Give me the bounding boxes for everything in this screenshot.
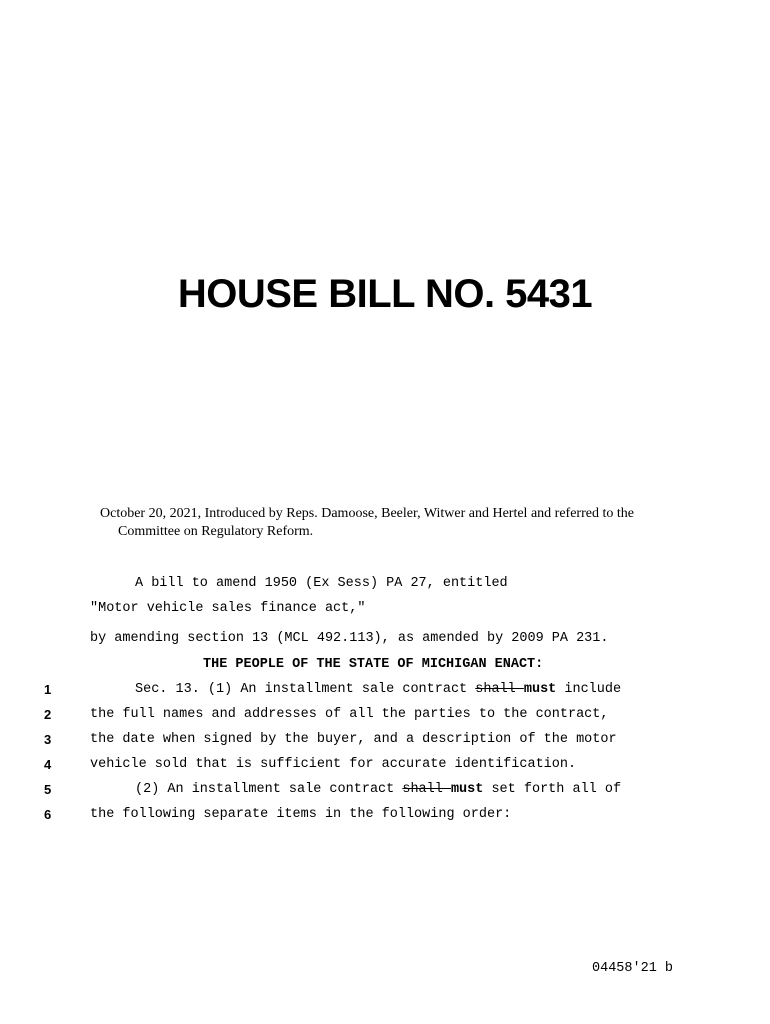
line-number: 5 — [44, 782, 52, 797]
body-line-4: vehicle sold that is sufficient for accurate identification. — [90, 757, 577, 772]
body-line-6: the following separate items in the following order: — [90, 807, 512, 822]
preamble-line-1: A bill to amend 1950 (Ex Sess) PA 27, entitled — [135, 576, 508, 591]
line-number: 2 — [44, 707, 52, 722]
introduction-note — [100, 505, 700, 541]
struck-text: shall — [402, 782, 451, 797]
inserted-text: must — [523, 682, 557, 697]
inserted-text: must — [450, 782, 484, 797]
body-line-3: the date when signed by the buyer, and a description of the motor — [90, 732, 617, 747]
text-segment: include — [556, 682, 622, 697]
body-line-2: the full names and addresses of all the parties to the contract, — [90, 707, 609, 722]
document-code: 04458'21 b — [592, 961, 674, 976]
line-number: 6 — [44, 807, 52, 822]
enacting-clause: THE PEOPLE OF THE STATE OF MICHIGAN ENACT: — [203, 657, 544, 672]
line-number: 1 — [44, 682, 52, 697]
bill-title: HOUSE BILL NO. 5431 — [177, 272, 593, 316]
text-segment: set forth all of — [483, 782, 622, 797]
intro-line-2: Committee on Regulatory Reform. — [118, 524, 314, 539]
intro-line-1: October 20, 2021, Introduced by Reps. Damoose, Beeler, Witwer and Hertel and referred to the — [100, 506, 634, 521]
text-segment: (2) An installment sale contract — [135, 782, 403, 797]
line-number: 4 — [44, 757, 52, 772]
body-line-5 — [135, 782, 621, 798]
preamble-line-2: "Motor vehicle sales finance act," — [90, 601, 366, 616]
struck-text: shall — [475, 682, 524, 697]
text-segment: Sec. 13. (1) An installment sale contract — [135, 682, 476, 697]
body-line-1 — [135, 682, 621, 698]
preamble-line-3: by amending section 13 (MCL 492.113), as amended by 2009 PA 231. — [90, 631, 609, 646]
line-number: 3 — [44, 732, 52, 747]
